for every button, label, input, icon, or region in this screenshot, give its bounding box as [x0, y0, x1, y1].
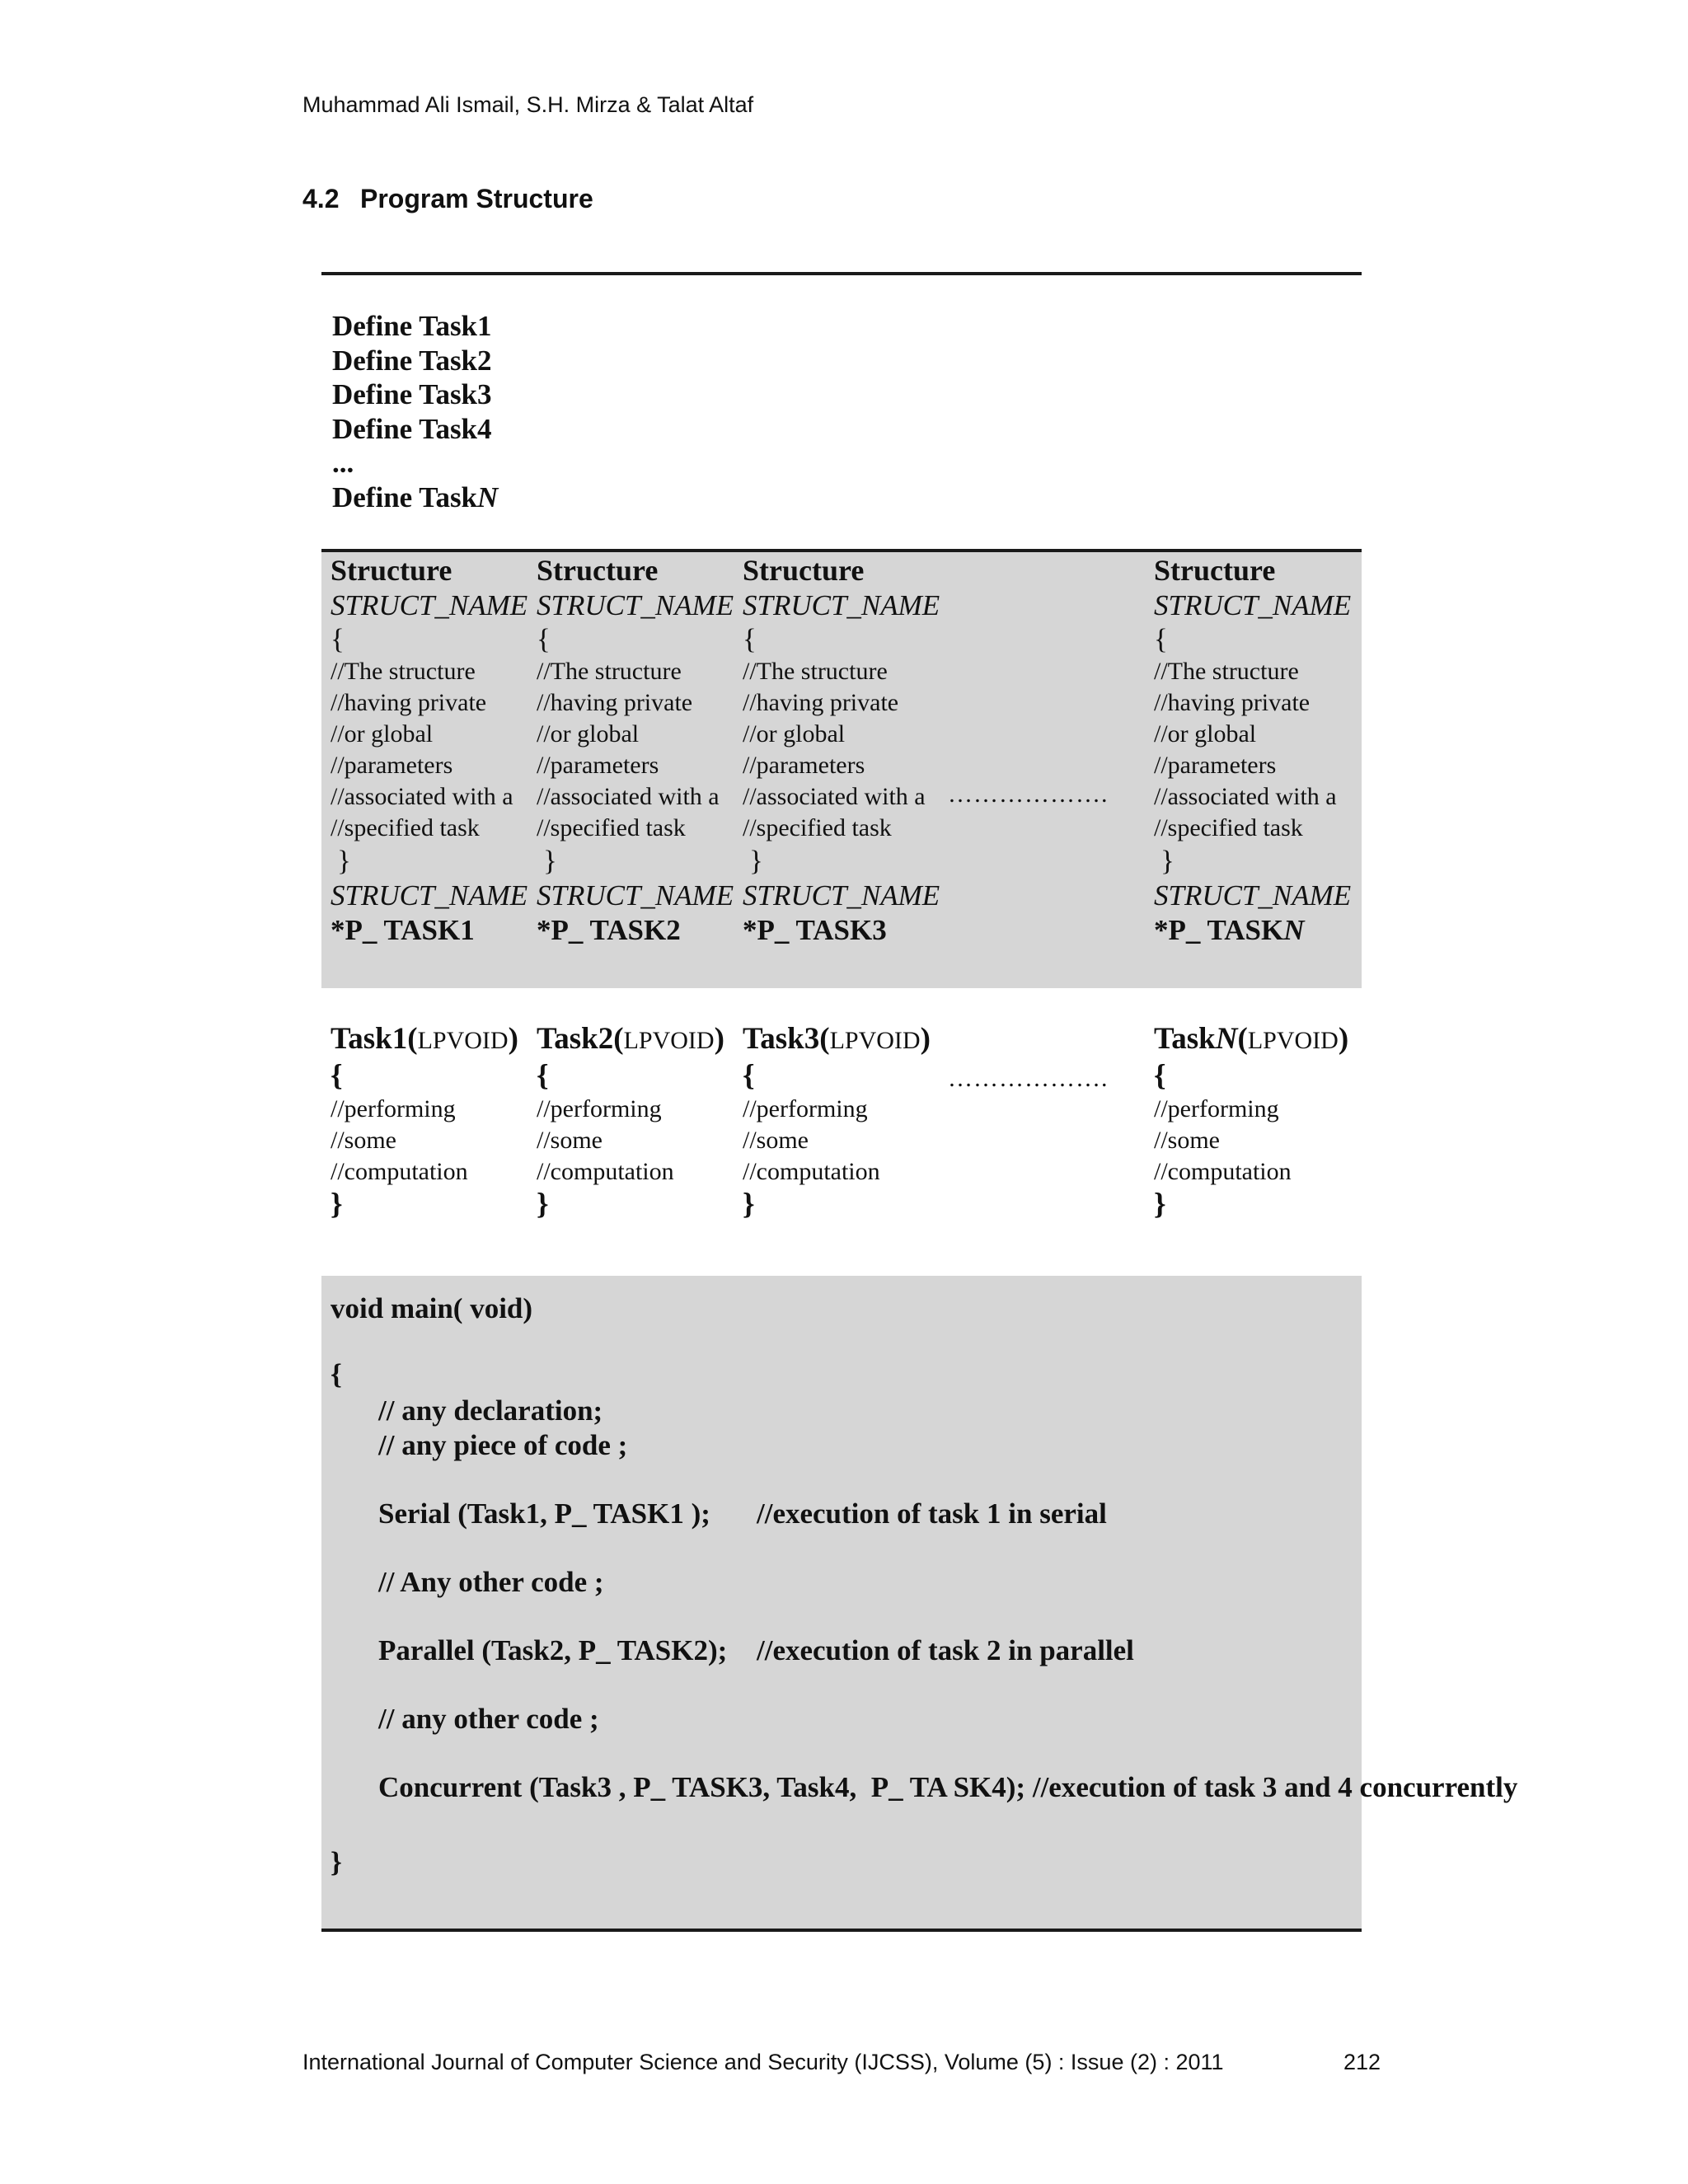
structure-comment: //specified task	[537, 814, 686, 841]
structure-comment: //parameters	[331, 752, 453, 779]
task-comment: //performing	[743, 1095, 868, 1122]
open-brace: {	[331, 623, 345, 655]
structure-column-2	[537, 552, 734, 948]
serial-call: Serial (Task1, P_ TASK1 );	[378, 1497, 710, 1530]
structure-column-n	[1154, 552, 1351, 948]
task-pointer: *P_ TASK2	[537, 914, 681, 946]
task-column-1	[331, 1019, 518, 1222]
figure-top-rule	[321, 272, 1362, 275]
struct-name: STRUCT_NAME	[537, 589, 734, 621]
struct-name: STRUCT_NAME	[537, 879, 734, 912]
structure-keyword: Structure	[1154, 554, 1276, 587]
main-signature: void main( void)	[331, 1292, 533, 1324]
struct-name: STRUCT_NAME	[743, 879, 940, 912]
structure-comment: //The structure	[537, 658, 682, 685]
figure-bottom-rule	[321, 1929, 1362, 1932]
close-brace: }	[543, 845, 557, 877]
task-pointer: *P_ TASK3	[743, 914, 887, 946]
structure-comment: //parameters	[537, 752, 659, 779]
task-comment: //some	[1154, 1127, 1220, 1154]
structure-keyword: Structure	[331, 554, 452, 587]
parallel-comment: //execution of task 2 in parallel	[757, 1634, 1134, 1666]
structure-comment: //having private	[537, 689, 693, 716]
section-title: Program Structure	[360, 184, 593, 213]
structure-keyword: Structure	[537, 554, 659, 587]
concurrent-call: Concurrent (Task3 , P_ TASK3, Task4, P_ TA SK4); //execution of task 3 and 4 concurrently	[378, 1771, 1518, 1803]
task-signature: Task2(LPVOID)	[537, 1022, 724, 1056]
close-brace: }	[1160, 845, 1175, 877]
struct-name: STRUCT_NAME	[1154, 589, 1352, 621]
struct-name: STRUCT_NAME	[331, 589, 528, 621]
task-comment: //performing	[537, 1095, 662, 1122]
declaration-comment: // any declaration;	[378, 1394, 603, 1427]
task-ellipsis: ……………….	[948, 1065, 1109, 1092]
task-comment: //some	[743, 1127, 809, 1154]
other-code-comment: // any other code ;	[378, 1703, 599, 1735]
task-column-2	[537, 1019, 724, 1222]
open-brace: {	[1154, 623, 1168, 655]
other-code-comment: // Any other code ;	[378, 1566, 604, 1598]
footer-journal: International Journal of Computer Science and Security (IJCSS), Volume (5) : Issue (2) : 2011	[302, 2050, 1224, 2074]
close-brace: }	[743, 1188, 755, 1221]
task-column-3	[743, 1019, 931, 1222]
serial-comment: //execution of task 1 in serial	[757, 1497, 1107, 1530]
structure-comment: //associated with a	[331, 783, 513, 810]
define-line: Define Task2	[332, 344, 492, 377]
structure-comment: //or global	[537, 720, 640, 748]
task-comment: //performing	[1154, 1095, 1279, 1122]
structure-comment: //specified task	[1154, 814, 1303, 841]
close-brace: }	[537, 1188, 549, 1221]
structure-comment: //associated with a	[1154, 783, 1337, 810]
structure-comment: //having private	[331, 689, 487, 716]
struct-name: STRUCT_NAME	[743, 589, 940, 621]
open-brace: {	[743, 623, 757, 655]
define-line: Define Task1	[332, 310, 492, 342]
struct-name: STRUCT_NAME	[331, 879, 528, 912]
task-comment: //computation	[743, 1158, 880, 1185]
structure-ellipsis: ……………….	[948, 780, 1109, 808]
struct-name: STRUCT_NAME	[1154, 879, 1352, 912]
section-heading	[302, 184, 593, 214]
close-brace: }	[337, 845, 351, 877]
structure-comment: //parameters	[1154, 752, 1277, 779]
close-brace: }	[1154, 1188, 1166, 1221]
structure-comment: //having private	[1154, 689, 1311, 716]
task-comment: //some	[537, 1127, 603, 1154]
structure-comment: //or global	[743, 720, 846, 748]
task-comment: //performing	[331, 1095, 456, 1122]
task-comment: //some	[331, 1127, 396, 1154]
parallel-call: Parallel (Task2, P_ TASK2);	[378, 1634, 728, 1666]
task-comment: //computation	[331, 1158, 468, 1185]
task-column-n	[1154, 1019, 1348, 1222]
task-signature-last: TaskN(LPVOID)	[1154, 1022, 1349, 1056]
open-brace: {	[743, 1059, 755, 1093]
close-brace: }	[749, 845, 763, 877]
task-pointer: *P_ TASK1	[331, 914, 475, 946]
structure-comment: //The structure	[331, 658, 476, 685]
structure-comment: //or global	[1154, 720, 1257, 748]
structure-column-3	[743, 552, 940, 948]
task-signature: Task3(LPVOID)	[743, 1022, 931, 1056]
section-number: 4.2	[302, 184, 340, 213]
structure-column-1	[331, 552, 528, 948]
open-brace: {	[537, 623, 551, 655]
define-list	[332, 309, 498, 514]
task-pointer-last: *P_ TASKN	[1154, 914, 1305, 946]
structure-comment: //associated with a	[537, 783, 720, 810]
structure-comment: //having private	[743, 689, 899, 716]
task-comment: //computation	[537, 1158, 674, 1185]
structure-comment: //specified task	[331, 814, 480, 841]
structure-comment: //specified task	[743, 814, 892, 841]
structure-comment: //associated with a	[743, 783, 926, 810]
main-close-brace: }	[331, 1846, 342, 1878]
open-brace: {	[537, 1059, 549, 1093]
main-function-panel	[321, 1276, 1362, 1929]
structure-keyword: Structure	[743, 554, 865, 587]
page-number: 212	[1343, 2050, 1381, 2074]
task-signature: Task1(LPVOID)	[331, 1022, 518, 1056]
running-header: Muhammad Ali Ismail, S.H. Mirza & Talat Altaf	[302, 92, 754, 117]
close-brace: }	[331, 1188, 343, 1221]
open-brace: {	[331, 1059, 343, 1093]
code-comment: // any piece of code ;	[378, 1429, 628, 1461]
structure-comment: //parameters	[743, 752, 865, 779]
main-open-brace: {	[331, 1358, 342, 1390]
define-ellipsis: ...	[332, 447, 354, 479]
task-comment: //computation	[1154, 1158, 1292, 1185]
structure-comment: //The structure	[1154, 658, 1299, 685]
open-brace: {	[1154, 1059, 1166, 1093]
define-line: Define Task4	[332, 412, 492, 445]
define-line-last: Define TaskN	[332, 480, 499, 513]
define-line: Define Task3	[332, 378, 492, 410]
structure-comment: //or global	[331, 720, 434, 748]
structure-comment: //The structure	[743, 658, 888, 685]
